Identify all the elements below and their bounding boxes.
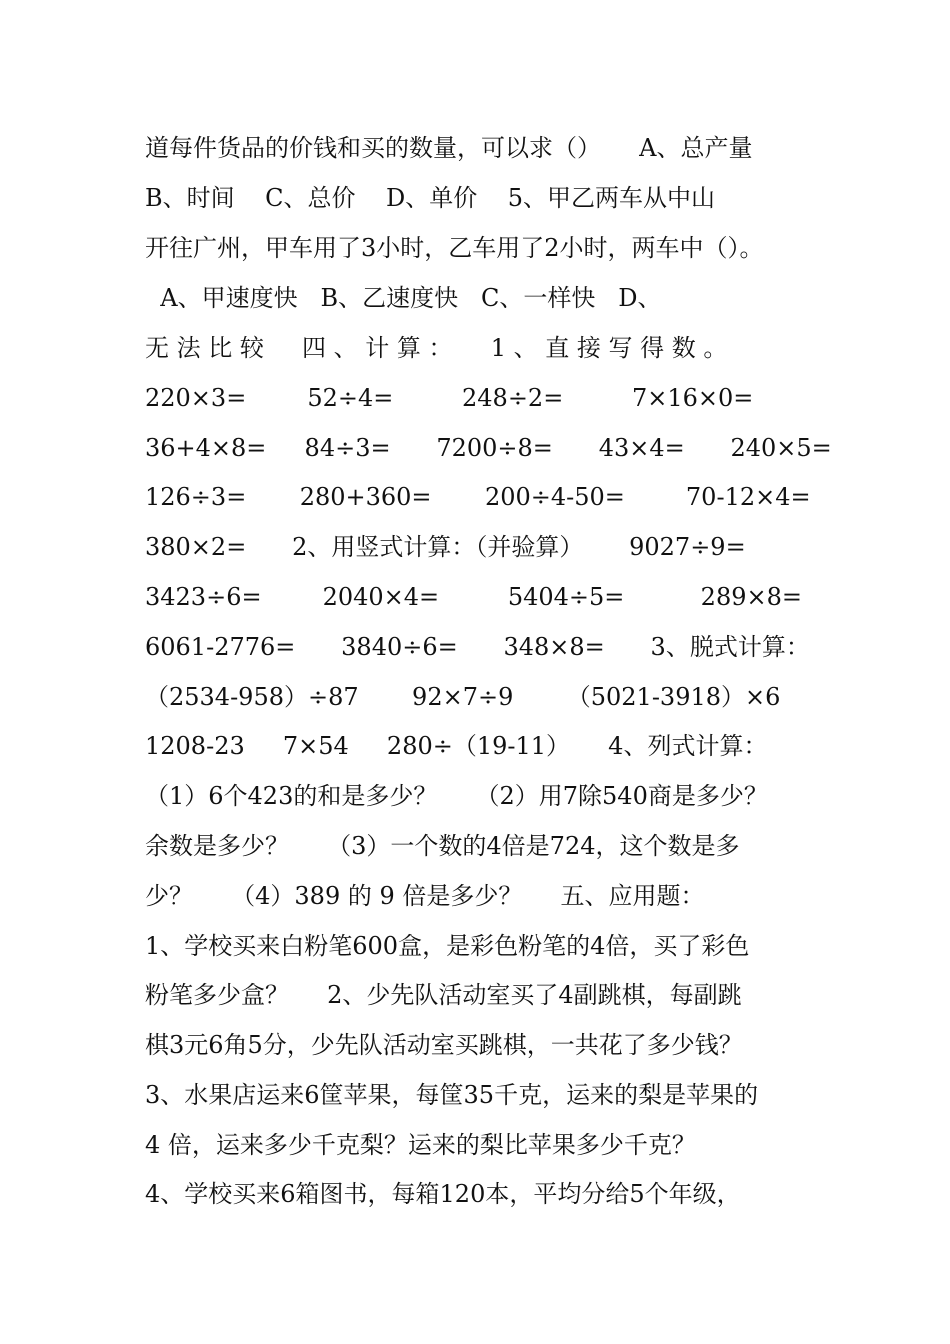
text-line-17: 1、学校买来白粉笔600盒，是彩色粉笔的4倍，买了彩色 [145, 932, 750, 960]
text-line-2: B、时间 C、总价 D、单价 5、甲乙两车从中山 [145, 184, 716, 212]
text-line-3: 开往广州，甲车用了3小时，乙车用了2小时，两车中（）。 [145, 234, 764, 262]
text-line-1: 道每件货品的价钱和买的数量，可以求（） A、总产量 [145, 134, 753, 162]
text-line-4: A、甲速度快 B、乙速度快 C、一样快 D、 [145, 284, 662, 312]
text-line-11: 6061-2776= 3840÷6= 348×8= 3、脱式计算： [145, 633, 810, 661]
text-line-13: 1208-23 7×54 280÷（19-11） 4、列式计算： [145, 732, 768, 760]
text-line-21: 4 倍，运来多少千克梨？运来的梨比苹果多少千克？ [145, 1131, 696, 1159]
text-line-7: 36+4×8= 84÷3= 7200÷8= 43×4= 240×5= [145, 434, 832, 462]
text-line-9: 380×2= 2、用竖式计算：（并验算） 9027÷9= [145, 533, 746, 561]
text-line-10: 3423÷6= 2040×4= 5404÷5= 289×8= [145, 583, 802, 611]
text-line-6: 220×3= 52÷4= 248÷2= 7×16×0= [145, 384, 754, 412]
text-line-20: 3、水果店运来6筐苹果，每筐35千克，运来的梨是苹果的 [145, 1081, 759, 1109]
text-line-16: 少？ （4）389 的 9 倍是多少？ 五、应用题： [145, 882, 705, 910]
text-line-5: 无 法 比 较 四 、 计 算 ： 1 、 直 接 写 得 数 。 [145, 334, 728, 362]
text-line-12: （2534-958）÷87 92×7÷9 （5021-3918）×6 [145, 683, 781, 711]
text-line-22: 4、学校买来6箱图书，每箱120本，平均分给5个年级， [145, 1180, 741, 1208]
text-line-18: 粉笔多少盒？ 2、少先队活动室买了4副跳棋，每副跳 [145, 981, 742, 1009]
text-line-19: 棋3元6角5分，少先队活动室买跳棋，一共花了多少钱？ [145, 1031, 743, 1059]
text-line-14: （1）6个423的和是多少？ （2）用7除540商是多少？ [145, 782, 768, 810]
text-line-15: 余数是多少？ （3）一个数的4倍是724，这个数是多 [145, 832, 740, 860]
text-line-8: 126÷3= 280+360= 200÷4-50= 70-12×4= [145, 483, 811, 511]
